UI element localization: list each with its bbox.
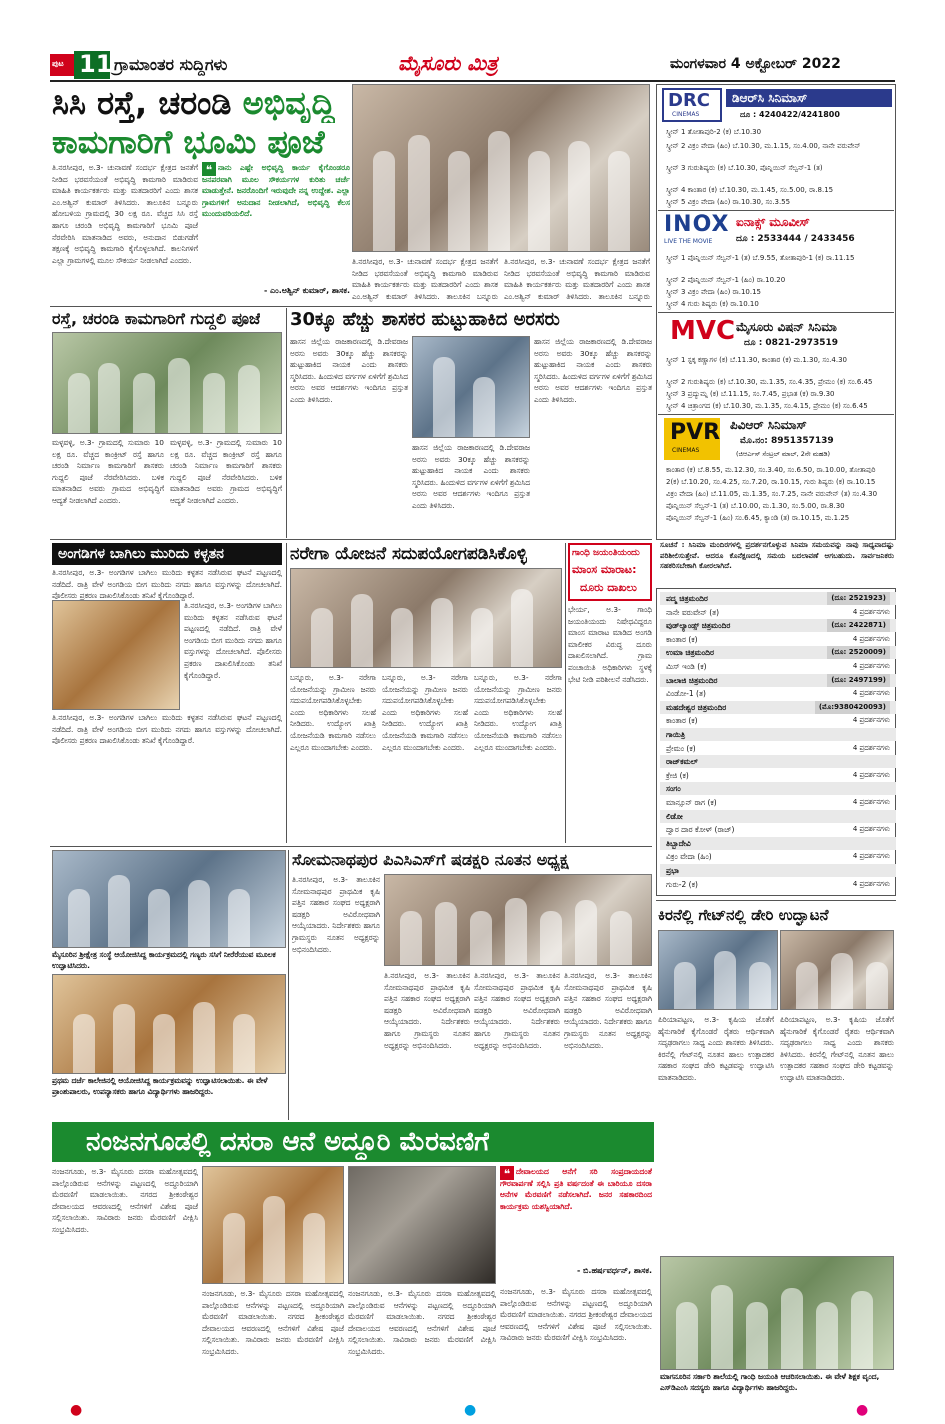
theatre-shows: 4 ಪ್ರದರ್ಶನಗಳು xyxy=(852,743,890,752)
theatre-name: ಮಿಸ್ ಇಂಡಿ (ಕ) xyxy=(666,662,707,671)
theatre-show-row xyxy=(660,823,896,836)
drc-logo: DRC xyxy=(668,90,711,111)
story8-photo-2 xyxy=(780,930,894,1010)
story9-quote-box xyxy=(500,1166,652,1282)
story7-body-col1: ತಿ.ನರಸೀಪುರ, ಅ.3- ತಾಲೂಕಿನ ಸೋಮನಾಥಪುರ ಪ್ರಾಥಮಿಕ ಕೃಷಿ ಪತ್ತಿನ ಸಹಕಾರ ಸಂಘದ ಅಧ್ಯಕ್ಷರಾಗಿ ಷಡಕ್ಷರಿ ಅವಿರೋಧವಾಗಿ ಆಯ್ಕೆಯಾದರು. ನಿರ್ದೇಶಕರು ಹಾಗೂ ಗ್ರಾಮಸ್ಥರು ನೂತನ ಅಧ್ಯಕ್ಷರನ್ನು ಅಭಿನಂದಿಸಿದರು. xyxy=(292,875,380,954)
story2-body-col2: ಮಳ್ಳವಳ್ಳಿ, ಅ.3- ಗ್ರಾಮದಲ್ಲಿ ಸುಮಾರು 10 ಲಕ್ಷ ರೂ. ವೆಚ್ಚದ ಕಾಂಕ್ರೀಟ್ ರಸ್ತೆ ಹಾಗೂ ಚರಂಡಿ ನಿರ್ಮಾಣ ಕಾಮಗಾರಿಗೆ ಶಾಸಕರು ಗುದ್ದಲಿ ಪೂಜೆ ನೆರವೇರಿಸಿದರು. ಬಳಿಕ ಮಾತನಾಡಿದ ಅವರು ಗ್ರಾಮದ ಅಭಿವೃದ್ಧಿಗೆ ಆದ್ಯತೆ ನೀಡಲಾಗಿದೆ ಎಂದರು. xyxy=(170,438,282,505)
drc-phone: ದೂ : 4240422/4241800 xyxy=(740,110,840,119)
story5-body-col1: ಬನ್ನೂರು, ಅ.3- ನರೇಗಾ ಯೋಜನೆಯನ್ನು ಗ್ರಾಮೀಣ ಜನರು ಸದುಪಯೋಗಪಡಿಸಿಕೊಳ್ಳಬೇಕು ಎಂದು ಅಧಿಕಾರಿಗಳು ಸಲಹೆ ನೀಡಿದರು. ಉದ್ಯೋಗ ಖಾತ್ರಿ ಯೋಜನೆಯಡಿ ಕಾಮಗಾರಿ ನಡೆಸಲು ಎಲ್ಲರೂ ಮುಂದಾಗಬೇಕು ಎಂದರು. xyxy=(290,673,376,752)
drc-row: ಸ್ಕ್ರೀನ್ 1 ತೋತಾಪುರಿ-2 (ಕ) ಬೆ.10.30 xyxy=(666,128,762,136)
theatre-shows: 4 ಪ್ರದರ್ಶನಗಳು xyxy=(852,662,890,670)
lead-quote-attrib: - ಎಂ.ಅಶ್ವಿನ್ ಕುಮಾರ್, ಶಾಸಕ. xyxy=(263,286,350,295)
lead-body-col3: ತಿ.ನರಸೀಪುರ, ಅ.3- ಚುನಾವಣೆ ಸಂದರ್ಭ ಕ್ಷೇತ್ರದ ಜನತೆಗೆ ನೀಡಿದ ಭರವಸೆಯಂತೆ ಅಭಿವೃದ್ಧಿ ಕಾಮಗಾರಿ ಮಾಡಿರುವ ಮಾಹಿತಿ ಕಾರ್ಯಕರ್ತರು ಮತ್ತು ಮತದಾರರಿಗೆ ಎಂದು ಶಾಸಕ ಎಂ.ಅಶ್ವಿನ್ ಕುಮಾರ್ ತಿಳಿಸಿದರು. ತಾಲೂಕಿನ ಬನ್ನೂರು xyxy=(352,257,498,301)
drc-row: ಸ್ಕ್ರೀನ್ 2 ವಿಕ್ರಂ ವೇದಾ (ಹಿಂ) ಬೆ.10.30, ಮ.1.15, ಸಂ.4.00, ನಾನೇ ವರುವೇನ್ xyxy=(666,142,861,150)
story8-headline: ಕಿರನೆಲ್ಲಿ ಗೇಟ್‌ನಲ್ಲಿ ಡೇರಿ ಉದ್ಘಾಟನೆ xyxy=(658,906,829,924)
story4-body-side: ತಿ.ನರಸೀಪುರ, ಅ.3- ಅಂಗಡಿಗಳ ಬಾಗಿಲು ಮುರಿದು ಕಳ್ಳತನ ನಡೆಸಿರುವ ಘಟನೆ ಪಟ್ಟಣದಲ್ಲಿ ನಡೆದಿದೆ. ರಾತ್ರಿ ವೇಳೆ ಅಂಗಡಿಯ ಬೀಗ ಮುರಿದು ನಗದು ಹಾಗೂ ವಸ್ತುಗಳನ್ನು ದೋಚಲಾಗಿದೆ. ಪೊಲೀಸರು ಪ್ರಕರಣ ದಾಖಲಿಸಿಕೊಂಡು ತನಿಖೆ ಕೈಗೊಂಡಿದ್ದಾರೆ. xyxy=(184,601,282,680)
theatre-show-row xyxy=(660,687,896,700)
story6-headline-3: ದೂರು ದಾಖಲು xyxy=(580,581,637,594)
story2-photo xyxy=(52,332,282,434)
story5-body-col2: ಬನ್ನೂರು, ಅ.3- ನರೇಗಾ ಯೋಜನೆಯನ್ನು ಗ್ರಾಮೀಣ ಜನರು ಸದುಪಯೋಗಪಡಿಸಿಕೊಳ್ಳಬೇಕು ಎಂದು ಅಧಿಕಾರಿಗಳು ಸಲಹೆ ನೀಡಿದರು. ಉದ್ಯೋಗ ಖಾತ್ರಿ ಯೋಜನೆಯಡಿ ಕಾಮಗಾರಿ ನಡೆಸಲು ಎಲ್ಲರೂ ಮುಂದಾಗಬೇಕು ಎಂದರು. xyxy=(382,673,468,752)
paper-logo: ಮೈಸೂರು ಮಿತ್ರ xyxy=(398,51,498,75)
theatre-phone: (ಮೊ:9380420093) xyxy=(815,701,890,714)
photo-caption-3: ಮಾಗನೂರಿನ ಸರ್ಕಾರಿ ಶಾಲೆಯಲ್ಲಿ ಗಾಂಧಿ ಜಯಂತಿ ಆಚರಿಸಲಾಯಿತು. ಈ ವೇಳೆ ಶಿಕ್ಷಕ ವೃಂದ, ಎಸ್‌ಡಿಎಂಸಿ ಸದಸ್ಯರು ಹಾಗೂ ವಿದ್ಯಾರ್ಥಿಗಳು ಹಾಜರಿದ್ದರು. xyxy=(660,1372,894,1404)
lead-headline-part2: ಅಭಿವೃದ್ಧಿ xyxy=(242,84,335,122)
photo-event-2 xyxy=(52,974,286,1074)
theatre-header xyxy=(660,755,896,768)
theatre-show-row xyxy=(660,878,896,891)
story4-body-bottom: ತಿ.ನರಸೀಪುರ, ಅ.3- ಅಂಗಡಿಗಳ ಬಾಗಿಲು ಮುರಿದು ಕಳ್ಳತನ ನಡೆಸಿರುವ ಘಟನೆ ಪಟ್ಟಣದಲ್ಲಿ ನಡೆದಿದೆ. ರಾತ್ರಿ ವೇಳೆ ಅಂಗಡಿಯ ಬೀಗ ಮುರಿದು ನಗದು ಹಾಗೂ ವಸ್ತುಗಳನ್ನು ದೋಚಲಾಗಿದೆ. ಪೊಲೀಸರು ಪ್ರಕರಣ ದಾಖಲಿಸಿಕೊಂಡು ತನಿಖೆ ಕೈಗೊಂಡಿದ್ದಾರೆ. xyxy=(52,713,282,746)
story4-photo xyxy=(52,600,180,710)
lead-body: ತಿ.ನರಸೀಪುರ, ಅ.3- ಚುನಾವಣೆ ಸಂದರ್ಭ ಕ್ಷೇತ್ರದ ಜನತೆಗೆ ನೀಡಿದ ಭರವಸೆಯಂತೆ ಅಭಿವೃದ್ಧಿ ಕಾಮಗಾರಿ ಮಾಡಿರುವ ಮಾಹಿತಿ ಕಾರ್ಯಕರ್ತರು ಮತ್ತು ಮತದಾರರಿಗೆ ಎಂದು ಶಾಸಕ ಎಂ.ಅಶ್ವಿನ್ ಕುಮಾರ್ ತಿಳಿಸಿದರು. ತಾಲೂಕಿನ ಬನ್ನೂರು ಹೋಬಳಿಯ ಗ್ರಾಮದಲ್ಲಿ 30 ಲಕ್ಷ ರೂ. ವೆಚ್ಚದ ಸಿಸಿ ರಸ್ತೆ ಹಾಗೂ ಚರಂಡಿ ಅಭಿವೃದ್ಧಿ ಕಾಮಗಾರಿಗೆ ಭೂಮಿ ಪೂಜೆ ನೆರವೇರಿಸಿ ಮಾತನಾಡಿದ ಅವರು, ಅನುದಾನ ಬಿಡುಗಡೆಗೆ ತಕ್ಷಣಕ್ಕೆ ಅಭಿವೃದ್ಧಿ ಕಾಮಗಾರಿ ಕೈಗೊಳ್ಳಲಾಗಿದೆ. ಕಾಲನಿಗಳಿಗೆ ಎಲ್ಲಾ ಗ್ರಾಮಗಳಲ್ಲಿ ಮೂಲ ಸೌಕರ್ಯ ನೀಡಲಾಗಿದೆ ಎಂದರು. xyxy=(52,163,198,265)
pvr-phone: ಮೊ.ನಂ: 8951357139 xyxy=(740,436,834,446)
theatre-show-row xyxy=(660,742,896,755)
theatre-header xyxy=(660,782,896,795)
story4-headline: ಅಂಗಡಿಗಳ ಬಾಗಿಲು ಮುರಿದು ಕಳ್ಳತನ xyxy=(58,546,224,562)
theatre-name: ಕಾಂತಾರ (ಕ) xyxy=(666,634,698,644)
theatre-name: ವಿಂಡೋ-1 (ತ) xyxy=(666,689,706,699)
theatre-show-row xyxy=(660,796,896,809)
masthead-rule xyxy=(50,80,895,82)
theatre-name: ವುಡ್‌ಲ್ಯಾಂಡ್ಸ್ ಚಿತ್ರಮಂದಿರ xyxy=(666,621,731,631)
story6-headline-2: ಮಾಂಸ ಮಾರಾಟ: xyxy=(572,563,637,576)
lead-photo xyxy=(352,84,650,252)
theatre-name: ಗಾಯಿತ್ರಿ xyxy=(666,730,686,739)
pvr-logo: PVR xyxy=(670,420,721,445)
mvc-title: ಮೈಸೂರು ವಿಷನ್ ಸಿನಿಮಾ xyxy=(736,320,837,334)
theatre-phone: (ದೂ: 2422871) xyxy=(827,619,890,632)
lead-quote-box xyxy=(202,162,350,304)
pvr-row: 2(ಕ) ಬೆ.10.20, ಸಂ.4.25, ಸಂ.7.20, ರಾ.10.15, ಗುರು ಶಿಷ್ಯರು (ಕ) ರಾ.10.15 xyxy=(666,478,876,486)
mvc-row: ಸ್ಕ್ರೀನ್ 2 ಗುರುಶಿಷ್ಯರು (ಕ) ಬೆ.10.30, ಮ.1.35, ಸಂ.4.35, ಪ್ರೇಮಂ (ಕ) ಸಂ.6.45 xyxy=(666,378,873,386)
story2-headline: ರಸ್ತೆ, ಚರಂಡಿ ಕಾಮಗಾರಿಗೆ ಗುದ್ದಲಿ ಪೂಜೆ xyxy=(52,309,261,328)
pvr-logo-sub: CINEMAS xyxy=(672,447,700,454)
theatre-name: ದ್ವಾರ ದಾರ ಕೋಳ್ (ರಾಜ್) xyxy=(666,825,735,835)
inox-row: ಸ್ಕ್ರೀನ್ 1 ಪೊನ್ನಿಯಿನ್ ಸೆಲ್ವನ್-1 (ತ) ಬೆ.9.55, ತೋತಾಪುರಿ-1 (ಕ) ರಾ.11.15 xyxy=(666,254,855,262)
inox-logo-sub: LIVE THE MOVIE xyxy=(664,238,713,245)
theatre-header xyxy=(660,728,896,741)
theatre-phone: (ದೂ: 2497199) xyxy=(827,674,890,687)
mvc-phone: ದೂ : 0821-2973519 xyxy=(744,338,839,348)
theatre-name: ಗುರು-2 (ಕ) xyxy=(666,879,698,889)
pvr-row: ವಿಕ್ರಂ ವೇದಾ (ಹಿಂ) ಬೆ.11.05, ಮ.1.35, ಸಂ.7.25, ನಾನೇ ವರುವೇನ್ (ತ) ಸಂ.4.30 xyxy=(666,490,878,498)
theatre-shows: 4 ಪ್ರದರ್ಶನಗಳು xyxy=(852,852,890,861)
drc-row: ಸ್ಕ್ರೀನ್ 3 ಗುರುಶಿಷ್ಯರು (ಕ) ಬೆ.10.30, ಪೊನ್ನಿಯಿನ್ ಸೆಲ್ವನ್-1 (ತ) xyxy=(666,164,823,172)
theatre-name: ನಾನೇ ವರುವೇನ್ (ತ) xyxy=(666,607,720,617)
cinema-notice: ಸೂಚನೆ : ಸಿನಿಮಾ ಮಂದಿರಗಳಲ್ಲಿ ಪ್ರದರ್ಶನಗೊಳ್ಳುವ ಸಿನಿಮಾ ಸಮಯವನ್ನು ನಾವು ಸಾಧ್ಯವಾದಷ್ಟು ಪರಿಶೀಲಿಸುತ್ತೇವೆ. ಆದರೂ ಕೊನೆಕ್ಷಣದಲ್ಲಿ ಸಮಯ ಬದಲಾವಣೆ ಆಗಬಹುದು. ಸಾರ್ವಜನಿಕರು ಸಹಕರಿಸಬೇಕಾಗಿ ಕೋರಲಾಗಿದೆ. xyxy=(660,540,894,570)
photo-event-1 xyxy=(52,850,286,948)
story3-body-col3: ಹಾಸನ ಜಿಲ್ಲೆಯ ರಾಜಕಾರಣದಲ್ಲಿ ಡಿ.ದೇವರಾಜ ಅರಸು ಅವರು 30ಕ್ಕೂ ಹೆಚ್ಚು ಶಾಸಕರನ್ನು ಹುಟ್ಟುಹಾಕಿದ ನಾಯಕ ಎಂದು ಶಾಸಕರು ಸ್ಮರಿಸಿದರು. ಹಿಂದುಳಿದ ವರ್ಗಗಳ ಏಳಿಗೆಗೆ ಶ್ರಮಿಸಿದ ಅರಸು ಅವರ ಆದರ್ಶಗಳು ಇಂದಿಗೂ ಪ್ರಸ್ತುತ ಎಂದು ತಿಳಿಸಿದರು. xyxy=(534,337,652,404)
mvc-logo: MVC xyxy=(670,316,736,346)
photo-caption-1: ಮೈಸೂರಿನ ಶ್ರೀಕ್ಷೇತ್ರ ಸಂಸ್ಥೆ ಆಯೋಜಿಸಿದ್ದ ಕಾರ್ಯಕ್ರಮದಲ್ಲಿ ಗಣ್ಯರು ಸಸಿಗೆ ನೀರೆರೆಯುವ ಮೂಲಕ ಉದ್ಘಾಟಿಸಿದರು. xyxy=(52,950,286,972)
inox-title: ಐನಾಕ್ಸ್ ಮೂವೀಸ್ xyxy=(736,215,810,229)
story7-headline: ಸೋಮನಾಥಪುರ ಪಿಎಸಿಎಸ್‌ಗೆ ಷಡಕ್ಷರಿ ನೂತನ ಅಧ್ಯಕ್ಷ xyxy=(292,850,569,869)
quote-icon: ❝ xyxy=(202,162,216,176)
theatre-show-row xyxy=(660,660,896,673)
theatre-name: ಮಾನ್ಸೂನ್ ರಾಗ (ಕ) xyxy=(666,798,717,807)
lead-quote-text: ನಾನು ಎಷ್ಟೇ ಅಭಿವೃದ್ಧಿ ಕಾರ್ಯ ಕೈಗೊಂಡರೂ ಜನಪರವಾಗಿ ಮೂಲ ಸೌಕರ್ಯಗಳ ಕುರಿತು ಚರ್ಚೆ ಮಾಡುತ್ತೇನೆ. ಜನರೊಂದಿಗೆ ಇರುವುದೇ ನನ್ನ ಉದ್ದೇಶ. ಎಲ್ಲಾ ಗ್ರಾಮಗಳಿಗೆ ಅನುದಾನ ನೀಡಲಾಗಿದೆ, ಅಭಿವೃದ್ಧಿ ಕೆಲಸ ಮುಂದುವರಿಯಲಿದೆ. xyxy=(202,163,350,219)
theatre-name: ಬಾಲಾಜಿ ಚಿತ್ರಮಂದಿರ xyxy=(666,675,718,685)
theatre-header xyxy=(660,701,896,714)
print-marks: ● xyxy=(464,1402,478,1418)
photo-school xyxy=(660,1256,894,1370)
print-marks: ● xyxy=(70,1402,84,1418)
theatre-name: ಮಹದೇಶ್ವರ ಚಿತ್ರಮಂದಿರ xyxy=(666,702,727,712)
story8-body-col2: ಪಿರಿಯಾಪಟ್ಟಣ, ಅ.3- ಕೃಷಿಯ ಜೊತೆಗೆ ಹೈನುಗಾರಿಕೆ ಕೈಗೊಂಡರೆ ರೈತರು ಆರ್ಥಿಕವಾಗಿ ಸದೃಢರಾಗಲು ಸಾಧ್ಯ ಎಂದು ಶಾಸಕರು ತಿಳಿಸಿದರು. ಕಿರನೆಲ್ಲಿ ಗೇಟ್‌ನಲ್ಲಿ ನೂತನ ಹಾಲು ಉತ್ಪಾದಕರ ಸಹಕಾರ ಸಂಘದ ಡೇರಿ ಕಟ್ಟಡವನ್ನು ಉದ್ಘಾಟಿಸಿ ಮಾತನಾಡಿದರು. xyxy=(780,1015,894,1082)
pvr-row: ಪೊನ್ನಿಯಿನ್ ಸೆಲ್ವನ್-1 (ತ) ಬೆ.10.00, ಮ.1.30, ಸಂ.5.00, ರಾ.8.30 xyxy=(666,502,845,510)
story9-body-col4: ನಂಜನಗೂಡು, ಅ.3- ಮೈಸೂರು ದಸರಾ ಮಹೋತ್ಸವದಲ್ಲಿ ಪಾಲ್ಗೊಂಡಿರುವ ಆನೆಗಳನ್ನು ಪಟ್ಟಣದಲ್ಲಿ ಅದ್ಧೂರಿಯಾಗಿ ಮೆರವಣಿಗೆ ಮಾಡಲಾಯಿತು. ನಗರದ ಶ್ರೀಕಂಠೇಶ್ವರ ದೇವಾಲಯದ ಆವರಣದಲ್ಲಿ ಆನೆಗಳಿಗೆ ವಿಶೇಷ ಪೂಜೆ ಸಲ್ಲಿಸಲಾಯಿತು. ಸಾವಿರಾರು ಜನರು ಮೆರವಣಿಗೆ ವೀಕ್ಷಿಸಿ ಸಂಭ್ರಮಿಸಿದರು. xyxy=(500,1287,652,1343)
lead-headline-part1: ಸಿಸಿ ರಸ್ತೆ, ಚರಂಡಿ xyxy=(52,84,243,122)
mvc-row: ಸ್ಕ್ರೀನ್ 3 ಪ್ರದ್ಯುಮ್ನ (ಕ) ಬೆ.11.15, ಸಂ.7.45, ಪ್ರಭಾತ (ಕ) ರಾ.9.30 xyxy=(666,390,835,398)
inox-rule xyxy=(658,312,894,313)
theatre-header xyxy=(660,674,896,687)
story6-body: ಭೇರ್ಯ, ಅ.3- ಗಾಂಧಿ ಜಯಂತಿಯಂದು ನಿಷೇಧವಿದ್ದರೂ ಮಾಂಸ ಮಾರಾಟ ಮಾಡಿದ ಅಂಗಡಿ ಮಾಲೀಕರ ವಿರುದ್ಧ ದೂರು ದಾಖಲಿಸಲಾಗಿದೆ. ಗ್ರಾಮ ಪಂಚಾಯಿತಿ ಅಧಿಕಾರಿಗಳು ಸ್ಥಳಕ್ಕೆ ಭೇಟಿ ನೀಡಿ ಪರಿಶೀಲನೆ ನಡೆಸಿದರು. xyxy=(568,605,652,684)
story3-body-col2: ಹಾಸನ ಜಿಲ್ಲೆಯ ರಾಜಕಾರಣದಲ್ಲಿ ಡಿ.ದೇವರಾಜ ಅರಸು ಅವರು 30ಕ್ಕೂ ಹೆಚ್ಚು ಶಾಸಕರನ್ನು ಹುಟ್ಟುಹಾಕಿದ ನಾಯಕ ಎಂದು ಶಾಸಕರು ಸ್ಮರಿಸಿದರು. ಹಿಂದುಳಿದ ವರ್ಗಗಳ ಏಳಿಗೆಗೆ ಶ್ರಮಿಸಿದ ಅರಸು ಅವರ ಆದರ್ಶಗಳು ಇಂದಿಗೂ ಪ್ರಸ್ತುತ ಎಂದು ತಿಳಿಸಿದರು. xyxy=(412,443,530,510)
theatre-name: ಉಮಾ ಚಿತ್ರಮಂದಿರ xyxy=(666,648,714,658)
story8-top-rule xyxy=(656,900,896,901)
issue-date: ಮಂಗಳವಾರ 4 ಅಕ್ಟೋಬರ್ 2022 xyxy=(670,56,841,72)
banner-headline: ನಂಜನಗೂಡಲ್ಲಿ ದಸರಾ ಆನೆ ಅದ್ಧೂರಿ ಮೆರವಣಿಗೆ xyxy=(86,1127,490,1157)
drc-logo-sub: CINEMAS xyxy=(672,111,700,118)
print-marks: ● xyxy=(856,1402,870,1418)
story3-body-col1: ಹಾಸನ ಜಿಲ್ಲೆಯ ರಾಜಕಾರಣದಲ್ಲಿ ಡಿ.ದೇವರಾಜ ಅರಸು ಅವರು 30ಕ್ಕೂ ಹೆಚ್ಚು ಶಾಸಕರನ್ನು ಹುಟ್ಟುಹಾಕಿದ ನಾಯಕ ಎಂದು ಶಾಸಕರು ಸ್ಮರಿಸಿದರು. ಹಿಂದುಳಿದ ವರ್ಗಗಳ ಏಳಿಗೆಗೆ ಶ್ರಮಿಸಿದ ಅರಸು ಅವರ ಆದರ್ಶಗಳು ಇಂದಿಗೂ ಪ್ರಸ್ತುತ ಎಂದು ತಿಳಿಸಿದರು. xyxy=(290,337,408,404)
mvc-row: ಸ್ಕ್ರೀನ್ 4 ಚಿತ್ರಾಂಗದ (ಕ) ಬೆ.10.30, ಮ.1.35, ಸಂ.4.15, ಪ್ರೇಮಂ (ಕ) ಸಂ.6.45 xyxy=(666,402,868,410)
theatre-name: ಸಂಗಂ xyxy=(666,784,681,794)
photo-caption-2: ಪ್ರಥಮ ದರ್ಜೆ ಕಾಲೇಜಿನಲ್ಲಿ ಆಯೋಜಿಸಿದ್ದ ಕಾರ್ಯಕ್ರಮವನ್ನು ಉದ್ಘಾಟಿಸಲಾಯಿತು. ಈ ವೇಳೆ ಪ್ರಾಂಶುಪಾಲರು, ಉಪನ್ಯಾಸಕರು ಹಾಗೂ ವಿದ್ಯಾರ್ಥಿಗಳು ಹಾಜರಿದ್ದರು. xyxy=(52,1076,286,1120)
theatre-header xyxy=(660,810,896,823)
story3-photo xyxy=(412,336,530,438)
story7-body-col3: ತಿ.ನರಸೀಪುರ, ಅ.3- ತಾಲೂಕಿನ ಸೋಮನಾಥಪುರ ಪ್ರಾಥಮಿಕ ಕೃಷಿ ಪತ್ತಿನ ಸಹಕಾರ ಸಂಘದ ಅಧ್ಯಕ್ಷರಾಗಿ ಷಡಕ್ಷರಿ ಅವಿರೋಧವಾಗಿ ಆಯ್ಕೆಯಾದರು. ನಿರ್ದೇಶಕರು ಹಾಗೂ ಗ್ರಾಮಸ್ಥರು ನೂತನ ಅಧ್ಯಕ್ಷರನ್ನು ಅಭಿನಂದಿಸಿದರು. xyxy=(474,971,560,1050)
lead-headline-line2: ಕಾಮಗಾರಿಗೆ ಭೂಮಿ ಪೂಜೆ xyxy=(52,123,325,161)
page-label: ಪುಟ xyxy=(52,59,64,68)
story9-photo-2 xyxy=(348,1166,496,1284)
theatre-phone: (ದೂ: 2520009) xyxy=(827,646,890,659)
drc-title: ಡಿಆರ್‌ಸಿ ಸಿನಿಮಾಸ್ xyxy=(732,91,808,105)
lead-body-col4: ತಿ.ನರಸೀಪುರ, ಅ.3- ಚುನಾವಣೆ ಸಂದರ್ಭ ಕ್ಷೇತ್ರದ ಜನತೆಗೆ ನೀಡಿದ ಭರವಸೆಯಂತೆ ಅಭಿವೃದ್ಧಿ ಕಾಮಗಾರಿ ಮಾಡಿರುವ ಮಾಹಿತಿ ಕಾರ್ಯಕರ್ತರು ಮತ್ತು ಮತದಾರರಿಗೆ ಎಂದು ಶಾಸಕ ಎಂ.ಅಶ್ವಿನ್ ಕುಮಾರ್ ತಿಳಿಸಿದರು. ತಾಲೂಕಿನ ಬನ್ನೂರು xyxy=(504,257,650,301)
story8-photo-1 xyxy=(658,930,778,1010)
theatre-shows: 4 ಪ್ರದರ್ಶನಗಳು xyxy=(852,607,890,616)
theatre-name: ಪದ್ಮ ಚಿತ್ರಮಂದಿರ xyxy=(666,594,708,603)
story8-body-col1: ಪಿರಿಯಾಪಟ್ಟಣ, ಅ.3- ಕೃಷಿಯ ಜೊತೆಗೆ ಹೈನುಗಾರಿಕೆ ಕೈಗೊಂಡರೆ ರೈತರು ಆರ್ಥಿಕವಾಗಿ ಸದೃಢರಾಗಲು ಸಾಧ್ಯ ಎಂದು ಶಾಸಕರು ತಿಳಿಸಿದರು. ಕಿರನೆಲ್ಲಿ ಗೇಟ್‌ನಲ್ಲಿ ನೂತನ ಹಾಲು ಉತ್ಪಾದಕರ ಸಹಕಾರ ಸಂಘದ ಡೇರಿ ಕಟ್ಟಡವನ್ನು ಉದ್ಘಾಟಿಸಿ ಮಾತನಾಡಿದರು. xyxy=(658,1015,774,1082)
section-title: ಗ್ರಾಮಾಂತರ ಸುದ್ದಿಗಳು xyxy=(114,55,228,74)
theatre-header xyxy=(660,864,896,877)
theatre-shows: 4 ಪ್ರದರ್ಶನಗಳು xyxy=(852,770,890,779)
section-rule-2 xyxy=(50,846,652,847)
theatre-shows: 4 ಪ್ರದರ್ಶನಗಳು xyxy=(852,634,890,643)
quote-icon-2: ❝ xyxy=(500,1166,514,1180)
inox-row: ಸ್ಕ್ರೀನ್ 3 ವಿಕ್ರಂ ವೇದಾ (ಹಿಂ) ರಾ.10.15 xyxy=(666,288,762,296)
story3-headline: 30ಕ್ಕೂ ಹೆಚ್ಚು ಶಾಸಕರ ಹುಟ್ಟುಹಾಕಿದ ಅರಸರು xyxy=(290,309,560,330)
story6-headline-1: ಗಾಂಧಿ ಜಯಂತಿಯಂದು xyxy=(572,548,640,558)
story7-body-col4: ತಿ.ನರಸೀಪುರ, ಅ.3- ತಾಲೂಕಿನ ಸೋಮನಾಥಪುರ ಪ್ರಾಥಮಿಕ ಕೃಷಿ ಪತ್ತಿನ ಸಹಕಾರ ಸಂಘದ ಅಧ್ಯಕ್ಷರಾಗಿ ಷಡಕ್ಷರಿ ಅವಿರೋಧವಾಗಿ ಆಯ್ಕೆಯಾದರು. ನಿರ್ದೇಶಕರು ಹಾಗೂ ಗ್ರಾಮಸ್ಥರು ನೂತನ ಅಧ್ಯಕ್ಷರನ್ನು ಅಭಿನಂದಿಸಿದರು. xyxy=(564,971,652,1050)
theatre-header xyxy=(660,837,896,850)
theatre-name: ವಿಕ್ರಂ ವೇದಾ (ಹಿಂ) xyxy=(666,852,712,862)
theatre-show-row xyxy=(660,606,896,619)
drc-row: ಸ್ಕ್ರೀನ್ 5 ವಿಕ್ರಂ ವೇದಾ (ಹಿಂ) ರಾ.10.30, ಸಂ.3.55 xyxy=(666,198,791,206)
theatre-show-row xyxy=(660,714,896,727)
story7-body-col2: ತಿ.ನರಸೀಪುರ, ಅ.3- ತಾಲೂಕಿನ ಸೋಮನಾಥಪುರ ಪ್ರಾಥಮಿಕ ಕೃಷಿ ಪತ್ತಿನ ಸಹಕಾರ ಸಂಘದ ಅಧ್ಯಕ್ಷರಾಗಿ ಷಡಕ್ಷರಿ ಅವಿರೋಧವಾಗಿ ಆಯ್ಕೆಯಾದರು. ನಿರ್ದೇಶಕರು ಹಾಗೂ ಗ್ರಾಮಸ್ಥರು ನೂತನ ಅಧ್ಯಕ್ಷರನ್ನು ಅಭಿನಂದಿಸಿದರು. xyxy=(384,971,470,1050)
column-rule-d xyxy=(288,850,289,1120)
story5-headline: ನರೇಗಾ ಯೋಜನೆ ಸದುಪಯೋಗಪಡಿಸಿಕೊಳ್ಳಿ xyxy=(290,544,528,564)
story5-body-col3: ಬನ್ನೂರು, ಅ.3- ನರೇಗಾ ಯೋಜನೆಯನ್ನು ಗ್ರಾಮೀಣ ಜನರು ಸದುಪಯೋಗಪಡಿಸಿಕೊಳ್ಳಬೇಕು ಎಂದು ಅಧಿಕಾರಿಗಳು ಸಲಹೆ ನೀಡಿದರು. ಉದ್ಯೋಗ ಖಾತ್ರಿ ಯೋಜನೆಯಡಿ ಕಾಮಗಾರಿ ನಡೆಸಲು ಎಲ್ಲರೂ ಮುಂದಾಗಬೇಕು ಎಂದರು. xyxy=(474,673,562,752)
pvr-address: (ಜಿಆರ್ಎಸ್ ಸೆಂಟ್ರಲ್ ಮಾಲ್, 2ನೇ ಮಹಡಿ) xyxy=(736,450,831,458)
pvr-row: ಕಾಂತಾರ (ಕ) ಬೆ.8.55, ಮ.12.30, ಸಂ.3.40, ಸಂ.6.50, ರಾ.10.00, ತೋತಾಪುರಿ xyxy=(666,466,876,474)
theatre-name: ಪ್ರೇಮಂ (ಕ) xyxy=(666,743,696,753)
column-rule-c xyxy=(565,543,566,843)
pvr-title: ಪಿವಿಆರ್ ಸಿನಿಮಾಸ್ xyxy=(730,418,807,432)
mvc-row: ಸ್ಕ್ರೀನ್ 1 ಸ್ಟಕ್ಕ ಕಣ್ಣಾಗಳ (ಕ) ಬೆ.11.30, ಕಾಂತಾರ (ಕ) ಮ.1.30, ಸಂ.4.30 xyxy=(666,356,847,364)
story4-body: ತಿ.ನರಸೀಪುರ, ಅ.3- ಅಂಗಡಿಗಳ ಬಾಗಿಲು ಮುರಿದು ಕಳ್ಳತನ ನಡೆಸಿರುವ ಘಟನೆ ಪಟ್ಟಣದಲ್ಲಿ ನಡೆದಿದೆ. ರಾತ್ರಿ ವೇಳೆ ಅಂಗಡಿಯ ಬೀಗ ಮುರಿದು ನಗದು ಹಾಗೂ ವಸ್ತುಗಳನ್ನು ದೋಚಲಾಗಿದೆ. ಪೊಲೀಸರು ಪ್ರಕರಣ ದಾಖಲಿಸಿಕೊಂಡು ತನಿಖೆ ಕೈಗೊಂಡಿದ್ದಾರೆ. xyxy=(52,568,282,601)
lead-bottom-rule xyxy=(50,306,652,307)
story9-quote-attrib: - ಬಿ.ಹರ್ಷವರ್ಧನ್, ಶಾಸಕ. xyxy=(576,1266,652,1275)
story9-body-col2: ನಂಜನಗೂಡು, ಅ.3- ಮೈಸೂರು ದಸರಾ ಮಹೋತ್ಸವದಲ್ಲಿ ಪಾಲ್ಗೊಂಡಿರುವ ಆನೆಗಳನ್ನು ಪಟ್ಟಣದಲ್ಲಿ ಅದ್ಧೂರಿಯಾಗಿ ಮೆರವಣಿಗೆ ಮಾಡಲಾಯಿತು. ನಗರದ ಶ್ರೀಕಂಠೇಶ್ವರ ದೇವಾಲಯದ ಆವರಣದಲ್ಲಿ ಆನೆಗಳಿಗೆ ವಿಶೇಷ ಪೂಜೆ ಸಲ್ಲಿಸಲಾಯಿತು. ಸಾವಿರಾರು ಜನರು ಮೆರವಣಿಗೆ ವೀಕ್ಷಿಸಿ ಸಂಭ್ರಮಿಸಿದರು. xyxy=(202,1289,344,1356)
theatre-header xyxy=(660,619,896,632)
drc-rule xyxy=(658,210,894,211)
theatre-phone: (ದೂ: 2521923) xyxy=(827,592,890,605)
theatre-name: ಲಿಡೋ xyxy=(666,811,683,821)
page-number: 11 xyxy=(79,50,113,78)
inox-row: ಸ್ಕ್ರೀನ್ 4 ಗುರು ಶಿಷ್ಯರು (ಕ) ರಾ.10.10 xyxy=(666,300,759,308)
theatre-name: ತಿಬ್ಬಾದೇವಿ xyxy=(666,838,691,848)
lead-headline-line1 xyxy=(52,83,335,123)
theatre-header xyxy=(660,646,896,659)
story9-body-col1: ನಂಜನಗೂಡು, ಅ.3- ಮೈಸೂರು ದಸರಾ ಮಹೋತ್ಸವದಲ್ಲಿ ಪಾಲ್ಗೊಂಡಿರುವ ಆನೆಗಳನ್ನು ಪಟ್ಟಣದಲ್ಲಿ ಅದ್ಧೂರಿಯಾಗಿ ಮೆರವಣಿಗೆ ಮಾಡಲಾಯಿತು. ನಗರದ ಶ್ರೀಕಂಠೇಶ್ವರ ದೇವಾಲಯದ ಆವರಣದಲ್ಲಿ ಆನೆಗಳಿಗೆ ವಿಶೇಷ ಪೂಜೆ ಸಲ್ಲಿಸಲಾಯಿತು. ಸಾವಿರಾರು ಜನರು ಮೆರವಣಿಗೆ ವೀಕ್ಷಿಸಿ ಸಂಭ್ರಮಿಸಿದರು. xyxy=(52,1167,198,1234)
story2-body: ಮಳ್ಳವಳ್ಳಿ, ಅ.3- ಗ್ರಾಮದಲ್ಲಿ ಸುಮಾರು 10 ಲಕ್ಷ ರೂ. ವೆಚ್ಚದ ಕಾಂಕ್ರೀಟ್ ರಸ್ತೆ ಹಾಗೂ ಚರಂಡಿ ನಿರ್ಮಾಣ ಕಾಮಗಾರಿಗೆ ಶಾಸಕರು ಗುದ್ದಲಿ ಪೂಜೆ ನೆರವೇರಿಸಿದರು. ಬಳಿಕ ಮಾತನಾಡಿದ ಅವರು ಗ್ರಾಮದ ಅಭಿವೃದ್ಧಿಗೆ ಆದ್ಯತೆ ನೀಡಲಾಗಿದೆ ಎಂದರು. xyxy=(52,438,164,505)
story9-body-col3: ನಂಜನಗೂಡು, ಅ.3- ಮೈಸೂರು ದಸರಾ ಮಹೋತ್ಸವದಲ್ಲಿ ಪಾಲ್ಗೊಂಡಿರುವ ಆನೆಗಳನ್ನು ಪಟ್ಟಣದಲ್ಲಿ ಅದ್ಧೂರಿಯಾಗಿ ಮೆರವಣಿಗೆ ಮಾಡಲಾಯಿತು. ನಗರದ ಶ್ರೀಕಂಠೇಶ್ವರ ದೇವಾಲಯದ ಆವರಣದಲ್ಲಿ ಆನೆಗಳಿಗೆ ವಿಶೇಷ ಪೂಜೆ ಸಲ್ಲಿಸಲಾಯಿತು. ಸಾವಿರಾರು ಜನರು ಮೆರವಣಿಗೆ ವೀಕ್ಷಿಸಿ ಸಂಭ್ರಮಿಸಿದರು. xyxy=(348,1289,496,1356)
inox-phone: ದೂ : 2533444 / 2433456 xyxy=(736,234,855,244)
section-rule-1 xyxy=(50,539,652,540)
inox-logo: INOX xyxy=(664,212,730,237)
theatre-header xyxy=(660,592,896,605)
theatre-shows: 4 ಪ್ರದರ್ಶನಗಳು xyxy=(852,825,890,834)
theatre-name: ಕ್ರೇಜಿ (ಕ) xyxy=(666,770,689,780)
theatre-shows: 4 ಪ್ರದರ್ಶನಗಳು xyxy=(852,716,890,725)
theatre-shows: 4 ಪ್ರದರ್ಶನಗಳು xyxy=(852,879,890,888)
column-rule-a xyxy=(286,308,287,538)
inox-row: ಸ್ಕ್ರೀನ್ 2 ಪೊನ್ನಿಯಿನ್ ಸೆಲ್ವನ್-1 (ಹಿಂ) ರಾ.10.20 xyxy=(666,276,786,284)
theatre-name: ಕಾಂತಾರ (ಕ) xyxy=(666,716,698,726)
column-rule-b xyxy=(286,543,287,843)
story9-quote-text: ದೇವಾಲಯದ ಆನೆಗೆ ಸರಿ ಸಂಪ್ರದಾಯದಂತೆ ಗೌರವಾರ್ಪಣೆ ಸಲ್ಲಿಸಿ ಪ್ರತಿ ವರ್ಷದಂತೆ ಈ ಬಾರಿಯೂ ದಸರಾ ಆನೆಗಳ ಮೆರವಣಿಗೆ ನಡೆಸಲಾಗಿದೆ. ಜನರ ಸಹಕಾರದಿಂದ ಕಾರ್ಯಕ್ರಮ ಯಶಸ್ವಿಯಾಗಿದೆ. xyxy=(500,1167,652,1211)
drc-row: ಸ್ಕ್ರೀನ್ 4 ಕಾಂತಾರ (ಕ) ಬೆ.10.30, ಮ.1.45, ಸಂ.5.00, ರಾ.8.15 xyxy=(666,186,834,194)
mvc-rule xyxy=(658,414,894,415)
theatre-name: ಪ್ರಭಾ xyxy=(666,866,679,875)
theatre-shows: 4 ಪ್ರದರ್ಶನಗಳು xyxy=(852,798,890,806)
theatre-shows: 4 ಪ್ರದರ್ಶನಗಳು xyxy=(852,689,890,698)
theatre-name: ರಾಜ್‌ಕಮಲ್ xyxy=(666,757,698,767)
story7-photo xyxy=(384,874,652,966)
story5-photo xyxy=(290,568,562,668)
theatre-show-row xyxy=(660,769,896,782)
theatre-show-row xyxy=(660,850,896,863)
theatre-show-row xyxy=(660,633,896,646)
story9-photo-1 xyxy=(202,1166,344,1284)
pvr-row: ಪೊನ್ನಿಯಿನ್ ಸೆಲ್ವನ್-1 (ಹಿಂ) ಸಂ.6.45, ಕ್ಯಾಂಡಿ (ತ) ರಾ.10.15, ಮ.1.25 xyxy=(666,514,850,522)
